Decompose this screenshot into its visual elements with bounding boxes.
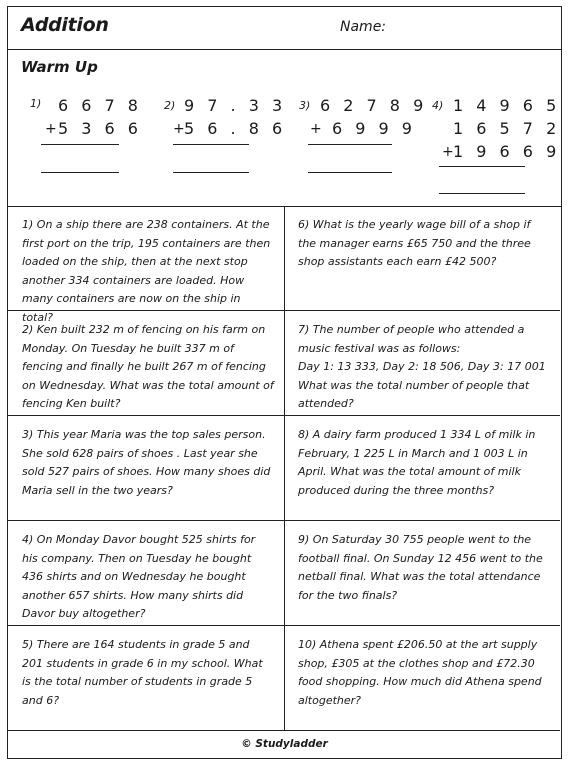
- question-9: 9) On Saturday 30 755 people went to the football final. On Sunday 12 456 went to the netball final. What was the total attendance for the two finals?: [285, 521, 560, 626]
- word-problems-grid: [8, 206, 561, 731]
- addend: 5 6 . 8 6: [184, 119, 287, 138]
- question-7-data: Day 1: 13 333, Day 2: 18 506, Day 3: 17 001: [298, 360, 546, 373]
- addend: 9 7 . 3 3: [184, 96, 287, 115]
- answer-line: [173, 172, 249, 173]
- page-title: Addition: [21, 14, 109, 36]
- question-7-text: 7) The number of people who attended a music festival was as follows:: [298, 323, 525, 355]
- answer-line: [173, 144, 249, 145]
- addend: 1 6 5 7 2: [453, 119, 561, 138]
- question-8: 8) A dairy farm produced 1 334 L of milk in February, 1 225 L in March and 1 003 L in April. What was the total amount of milk produced during the three months?: [285, 416, 560, 521]
- problem-number: 3): [299, 99, 311, 112]
- plus-sign: +: [173, 121, 185, 137]
- question-1: 1) On a ship there are 238 containers. At the first port on the trip, 195 containers are then loaded on the ship, then at the next stop another 334 containers are loaded. How many containers are now on the ship in total?: [8, 206, 285, 311]
- problem-number: 2): [164, 99, 176, 112]
- worksheet: [7, 6, 562, 759]
- question-2: 2) Ken built 232 m of fencing on his farm on Monday. On Tuesday he built 337 m of fencing and finally he built 267 m of fencing on Wednesday. What was the total amount of fencing Ken built?: [8, 311, 285, 416]
- addend: 6 2 7 8 9: [320, 96, 428, 115]
- plus-sign: +: [442, 144, 454, 160]
- plus-sign: +: [310, 121, 322, 137]
- problem-number: 4): [432, 99, 444, 112]
- answer-line: [308, 144, 392, 145]
- plus-sign: +: [45, 121, 57, 137]
- question-7: [285, 311, 560, 416]
- answer-line: [439, 193, 525, 194]
- footer-credit: © Studyladder: [241, 738, 328, 750]
- addend: 6 9 9 9: [332, 119, 416, 138]
- answer-line: [41, 144, 119, 145]
- warm-up-title: Warm Up: [21, 58, 98, 76]
- question-7-ask: What was the total number of people that attended?: [298, 378, 530, 410]
- addend: 1 9 6 6 9: [453, 142, 561, 161]
- answer-line: [308, 172, 392, 173]
- answer-line: [41, 172, 119, 173]
- addend: 1 4 9 6 5: [453, 96, 561, 115]
- problem-number: 1): [30, 97, 42, 110]
- question-6: 6) What is the yearly wage bill of a shop if the manager earns £65 750 and the three shop assistants each earn £42 500?: [285, 206, 560, 311]
- question-10: 10) Athena spent £206.50 at the art supply shop, £305 at the clothes shop and £72.30 food shopping. How much did Athena spend altogether?: [285, 626, 560, 731]
- name-label: Name:: [340, 19, 387, 35]
- question-4: 4) On Monday Davor bought 525 shirts for his company. Then on Tuesday he bought 436 shirts and on Wednesday he bought another 657 shirts. How many shirts did Davor buy altogether?: [8, 521, 285, 626]
- addend: 5 3 6 6: [58, 119, 142, 138]
- header: [8, 7, 561, 50]
- warm-up-section: [8, 49, 561, 207]
- addend: 6 6 7 8: [58, 96, 142, 115]
- question-3: 3) This year Maria was the top sales person. She sold 628 pairs of shoes . Last year she sold 527 pairs of shoes. How many shoes did Maria sell in the two years?: [8, 416, 285, 521]
- answer-line: [439, 166, 525, 167]
- question-5: 5) There are 164 students in grade 5 and 201 students in grade 6 in my school. What is the total number of students in grade 5 and 6?: [8, 626, 285, 731]
